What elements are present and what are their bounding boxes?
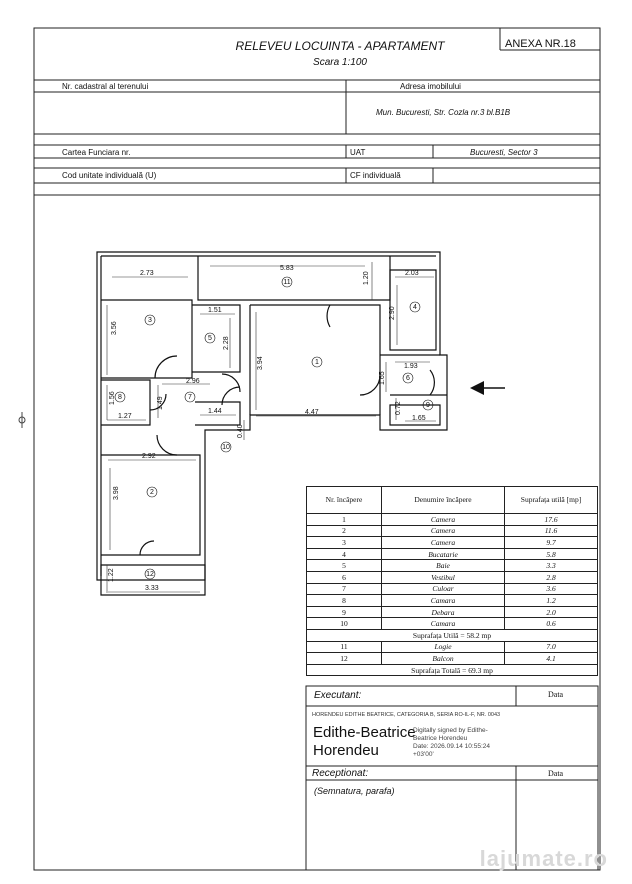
room-marker-5: 5 [208,335,212,342]
room-name: Bucatarie [382,548,505,560]
dim-label: 2.92 [142,453,156,460]
room-name: Camera [382,514,505,526]
room-num: 6 [307,571,382,583]
digital-signature-details [413,727,490,759]
room-num: 9 [307,606,382,618]
dim-label: 4.47 [305,409,319,416]
room-area: 9.7 [505,537,598,549]
room-area: 2.8 [505,571,598,583]
room-marker-8: 8 [118,394,122,401]
room-num: 8 [307,595,382,607]
cadastral-label: Nr. cadastral al terenului [62,82,149,91]
cf-label: CF individuală [350,171,401,180]
dim-label: 3.98 [113,486,120,500]
sig-line: +03'00' [413,751,434,758]
dim-label: 3.56 [111,321,118,335]
room-name: Camera [382,525,505,537]
document-scale: Scara 1:100 [313,57,367,68]
dim-label: 1.22 [108,568,115,582]
room-marker-1: 1 [315,359,319,366]
room-name: Camara [382,595,505,607]
room-num: 3 [307,537,382,549]
dim-label: 2.73 [140,270,154,277]
dim-label: 5.83 [280,265,294,272]
dim-label: 2.96 [186,378,200,385]
room-marker-3: 3 [148,317,152,324]
receptionat-label: Receptionat: [312,768,369,779]
signature-hint: (Semnatura, parafa) [314,786,395,796]
room-num: 12 [307,653,382,665]
annex-number: ANEXA NR.18 [505,38,576,50]
legend-header-num: Nr. încăpere [307,487,382,514]
room-marker-6: 6 [406,375,410,382]
dim-label: 2.28 [223,336,230,350]
unit-code-label: Cod unitate individuală (U) [62,171,157,180]
room-area: 4.1 [505,653,598,665]
executant-label: Executant: [314,690,362,701]
dim-label: 1.49 [157,396,164,410]
dim-label: 2.03 [405,270,419,277]
room-marker-9: 9 [426,402,430,409]
room-marker-11: 11 [283,279,291,286]
room-area: 1.2 [505,595,598,607]
room-marker-4: 4 [413,304,417,311]
room-name: Baie [382,560,505,572]
room-marker-12: 12 [146,571,154,578]
receptionat-date-label: Data [548,769,564,778]
dim-label: 1.20 [363,271,370,285]
dim-label: 2.90 [389,306,396,320]
dim-label: 3.33 [145,585,159,592]
room-num: 4 [307,548,382,560]
room-num: 11 [307,641,382,653]
dim-label: 0.72 [395,401,402,415]
room-name: Culoar [382,583,505,595]
dim-label: 0.40 [237,424,244,438]
room-area: 17.6 [505,514,598,526]
dim-label: 1.56 [109,391,116,405]
dim-label: 1.65 [379,371,386,385]
land-book-label: Cartea Funciara nr. [62,148,131,157]
dim-label: 1.27 [118,413,132,420]
address-value: Mun. Bucuresti, Str. Cozla nr.3 bl.B1B [376,108,511,117]
dim-label: 1.65 [412,415,426,422]
room-area: 3.6 [505,583,598,595]
document-title: RELEVEU LOCUINTA - APARTAMENT [235,39,445,53]
room-area: 7.0 [505,641,598,653]
useful-total: Suprafața Utilă = 58.2 mp [307,629,598,641]
room-num: 7 [307,583,382,595]
room-marker-10: 10 [222,444,230,451]
room-name: Logie [382,641,505,653]
dim-label: 1.51 [208,307,222,314]
room-name: Balcon [382,653,505,665]
signer-first-name: Edithe-Beatrice [313,724,416,741]
room-area: 5.8 [505,548,598,560]
dim-label: 1.44 [208,408,222,415]
uat-label: UAT [350,148,366,157]
sig-line: Date: 2026.09.14 10:55:24 [413,743,490,750]
room-area: 3.3 [505,560,598,572]
legend-header-name: Denumire încăpere [382,487,505,514]
dim-label: 3.94 [257,356,264,370]
room-num: 2 [307,525,382,537]
room-area: 0.6 [505,618,598,630]
room-name: Camera [382,537,505,549]
room-area: 11.6 [505,525,598,537]
executant-date-label: Data [548,690,564,699]
address-label: Adresa imobilului [400,82,461,91]
room-name: Camara [382,618,505,630]
signer-last-name: Horendeu [313,742,379,759]
room-num: 1 [307,514,382,526]
dim-label: 1.93 [404,363,418,370]
room-name: Debara [382,606,505,618]
room-marker-2: 2 [150,489,154,496]
room-marker-7: 7 [188,394,192,401]
sig-line: Beatrice Horendeu [413,735,468,742]
watermark: lajumate.ro [479,846,608,871]
legend-header-area: Suprafața utilă [mp] [505,487,598,514]
company-line: HORENDEU EDITHE BEATRICE, CATEGORIA B, SERIA RO-IL-F, NR. 0043 [312,712,501,718]
room-num: 5 [307,560,382,572]
grand-total: Suprafața Totală = 69.3 mp [307,664,598,676]
room-name: Vestibul [382,571,505,583]
signer-name [313,724,416,760]
sig-line: Digitally signed by Edithe- [413,727,488,734]
room-num: 10 [307,618,382,630]
uat-value: Bucuresti, Sector 3 [470,148,538,157]
room-area: 2.0 [505,606,598,618]
